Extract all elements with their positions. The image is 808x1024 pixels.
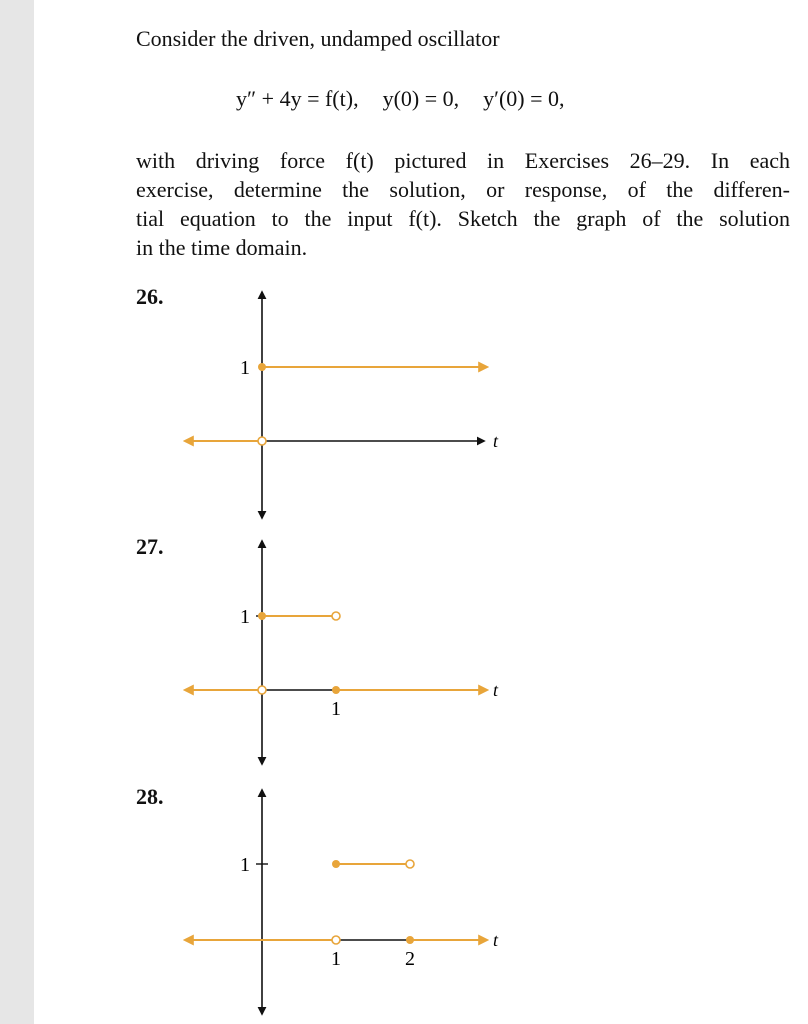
graph-28-x-tick-label-1: 1 [331, 948, 341, 970]
graph-27-y-tick-label: 1 [240, 606, 250, 628]
initial-condition-1: y(0) = 0, [382, 86, 460, 111]
graph-28 [185, 790, 499, 1014]
exercise-27-number: 27. [136, 534, 164, 559]
graph-27-closed-point-at-1 [332, 686, 340, 694]
graph-27-x-axis-label: t [493, 680, 499, 700]
paragraph-line-3: tial equation to the input f(t). Sketch the graph of the solution [136, 206, 790, 231]
graph-28-x-axis-label: t [493, 930, 499, 950]
graph-28-y-tick-label: 1 [240, 854, 250, 876]
graph-27-closed-point-start [258, 612, 266, 620]
graph-26-closed-point [258, 363, 266, 371]
graph-28-open-point-end [406, 860, 414, 868]
exercise-28-number: 28. [136, 784, 164, 809]
graph-27-open-point-end [332, 612, 340, 620]
initial-condition-2: y′(0) = 0, [483, 86, 565, 111]
graph-28-closed-point-start [332, 860, 340, 868]
graph-27-x-tick-label-1: 1 [331, 698, 341, 720]
graph-28-x-tick-label-2: 2 [405, 948, 415, 970]
intro-text: Consider the driven, undamped oscillator [136, 26, 500, 51]
graph-26-open-point [258, 437, 266, 445]
graph-27-open-point-origin [258, 686, 266, 694]
graph-28-open-point-at-1 [332, 936, 340, 944]
graph-26-y-tick-label: 1 [240, 357, 250, 379]
graph-26 [185, 292, 499, 518]
exercise-26-number: 26. [136, 284, 164, 309]
graph-28-closed-point-at-2 [406, 936, 414, 944]
paragraph-line-2: exercise, determine the solution, or response, of the differen- [136, 177, 790, 202]
ode: y″ + 4y = f(t), [236, 86, 359, 111]
graph-27 [185, 541, 499, 764]
graph-26-x-axis-label: t [493, 431, 499, 451]
paragraph-line-1: with driving force f(t) pictured in Exercises 26–29. In each [136, 148, 790, 173]
paragraph-line-4: in the time domain. [136, 235, 308, 260]
